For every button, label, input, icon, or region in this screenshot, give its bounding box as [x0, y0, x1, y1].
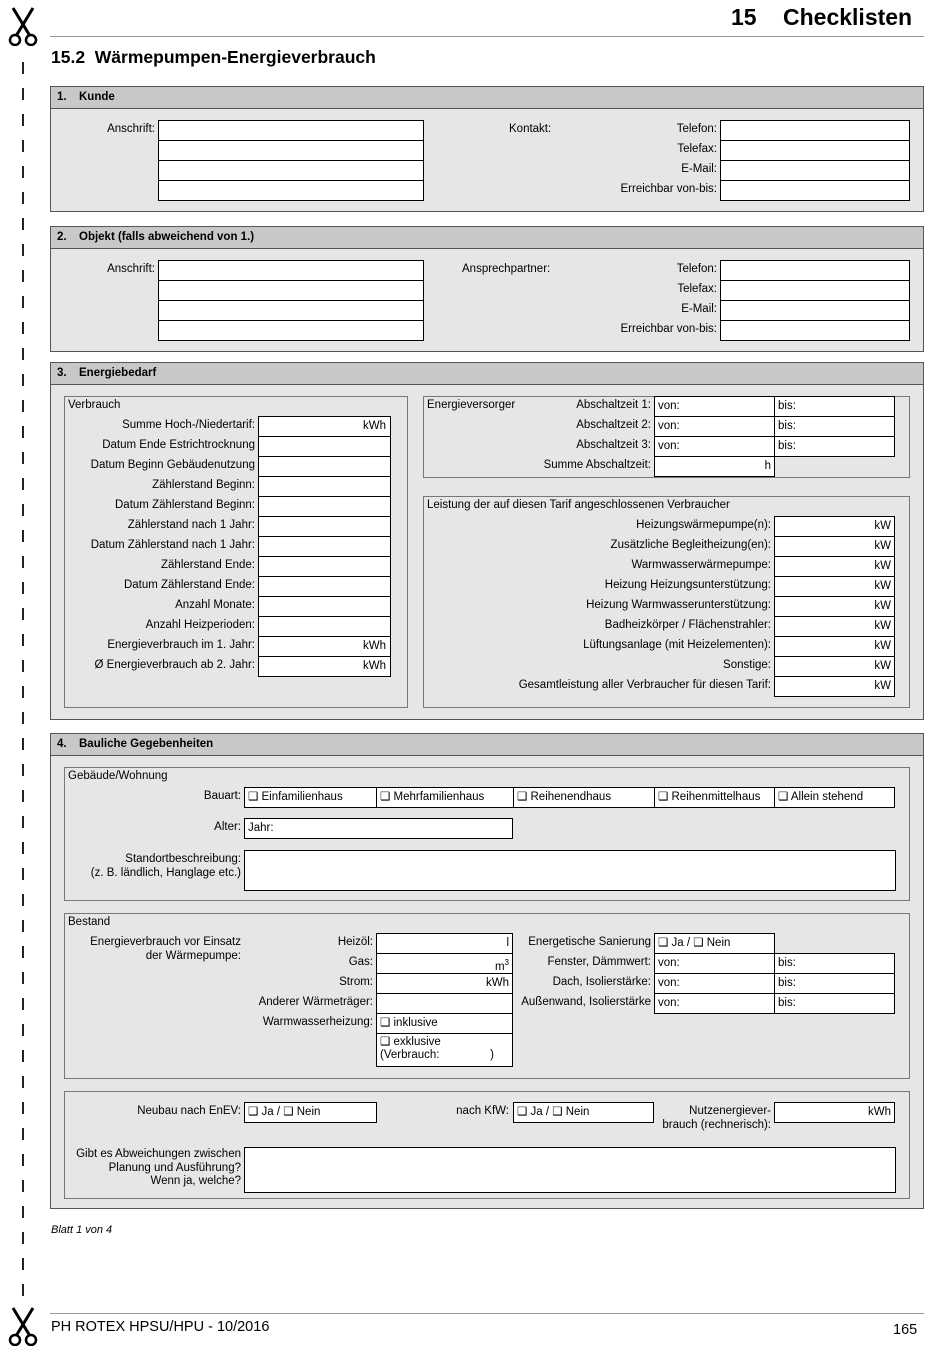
- cut-line-dash: [22, 946, 24, 958]
- verbrauch-label: Zählerstand Ende:: [161, 559, 255, 571]
- verbrauch-label: Zählerstand nach 1 Jahr:: [127, 519, 255, 531]
- abschaltzeit-label: Abschaltzeit 3:: [576, 439, 651, 451]
- verbrauch-label: Datum Zählerstand nach 1 Jahr:: [90, 539, 255, 551]
- leistung-unit: kW: [874, 580, 891, 592]
- neubau-enev-label: Neubau nach EnEV:: [137, 1105, 241, 1117]
- cut-line-dash: [22, 296, 24, 308]
- gas-label: Gas:: [348, 956, 373, 968]
- cut-line-dash: [22, 920, 24, 932]
- abschaltzeit-label: Abschaltzeit 2:: [576, 419, 651, 431]
- leistung-unit: kW: [874, 620, 891, 632]
- objekt-anschrift-field-2[interactable]: [158, 280, 424, 301]
- cut-line-dash: [22, 1102, 24, 1114]
- verbrauch-label: Ø Energieverbrauch ab 2. Jahr:: [94, 659, 255, 671]
- objekt-anschrift-field-1[interactable]: [158, 260, 424, 281]
- fenster-label: Fenster, Dämmwert:: [547, 956, 651, 968]
- verbrauch-label: Datum Zählerstand Ende:: [123, 579, 255, 591]
- chapter-title: Checklisten: [783, 4, 913, 30]
- verbrauch-field[interactable]: [258, 536, 391, 557]
- objekt-telefax-label: Telefax:: [677, 283, 717, 295]
- abschaltzeit-bis-field[interactable]: bis:: [774, 436, 895, 457]
- verbrauch-field[interactable]: [258, 596, 391, 617]
- cut-line-dash: [22, 556, 24, 568]
- leistung-unit: kW: [874, 540, 891, 552]
- verbrauch-field[interactable]: [258, 456, 391, 477]
- leistung-label: Warmwasserwärmepumpe:: [631, 559, 771, 571]
- scissors-top-icon: [8, 6, 38, 46]
- kfw-checkbox[interactable]: ❑ Ja / ❑ Nein: [513, 1102, 654, 1123]
- objekt-anschrift-field-3[interactable]: [158, 300, 424, 321]
- objekt-erreichbar-label: Erreichbar von-bis:: [620, 323, 717, 335]
- abschaltzeit-bis-field[interactable]: bis:: [774, 416, 895, 437]
- leistung-field[interactable]: [774, 576, 895, 597]
- verbrauch-label: Anzahl Monate:: [175, 599, 255, 611]
- leistung-field[interactable]: [774, 516, 895, 537]
- chapter-number: 15: [731, 4, 757, 30]
- cut-line-dash: [22, 738, 24, 750]
- bestand-title: Bestand: [68, 916, 111, 928]
- cut-line-dash: [22, 1180, 24, 1192]
- section-energiebedarf-header: 3. Energiebedarf: [51, 363, 923, 385]
- kunde-anschrift-field-2[interactable]: [158, 140, 424, 161]
- leistung-label: Badheizkörper / Flächenstrahler:: [604, 619, 771, 631]
- sanierung-bis-field[interactable]: bis:: [774, 993, 895, 1014]
- kunde-telefax-label: Telefax:: [677, 143, 717, 155]
- cut-line-dash: [22, 1154, 24, 1166]
- cut-line-dash: [22, 816, 24, 828]
- verbrauch-field[interactable]: [258, 656, 391, 677]
- cut-line-dash: [22, 712, 24, 724]
- dach-label: Dach, Isolierstärke:: [552, 976, 651, 988]
- cut-line-dash: [22, 582, 24, 594]
- verbrauch-field[interactable]: [258, 416, 391, 437]
- verbrauch-label: Anzahl Heizperioden:: [145, 619, 255, 631]
- leistung-field[interactable]: [774, 676, 895, 697]
- cut-line-dash: [22, 478, 24, 490]
- objekt-email-label: E-Mail:: [681, 303, 717, 315]
- verbrauch-title: Verbrauch: [68, 399, 121, 411]
- kunde-anschrift-field-3[interactable]: [158, 160, 424, 181]
- sanierung-von-field[interactable]: von:: [654, 973, 775, 994]
- kunde-erreichbar-label: Erreichbar von-bis:: [620, 183, 717, 195]
- energieversorger-title: Energieversorger: [427, 399, 516, 411]
- sanierung-von-field[interactable]: von:: [654, 993, 775, 1014]
- objekt-email-field[interactable]: [720, 300, 910, 321]
- verbrauch-field[interactable]: [258, 636, 391, 657]
- cut-line-dash: [22, 400, 24, 412]
- verbrauch-field[interactable]: [258, 476, 391, 497]
- leistung-label: Sonstige:: [723, 659, 771, 671]
- abweichungen-field[interactable]: [244, 1147, 896, 1193]
- kunde-kontakt-label: Kontakt:: [509, 123, 552, 135]
- ww-exklusive-checkbox[interactable]: ❑ exklusive (Verbrauch: ): [376, 1033, 513, 1067]
- heizoel-field[interactable]: l: [376, 933, 513, 954]
- leistung-field[interactable]: [774, 556, 895, 577]
- leistung-field[interactable]: [774, 536, 895, 557]
- verbrauch-field[interactable]: [258, 496, 391, 517]
- cut-line-dash: [22, 140, 24, 152]
- cut-line-dash: [22, 686, 24, 698]
- cut-line-dash: [22, 1128, 24, 1140]
- cut-line-dash: [22, 244, 24, 256]
- leistung-label: Zusätzliche Begleitheizung(en):: [610, 539, 771, 551]
- heizoel-label: Heizöl:: [337, 936, 373, 948]
- cut-line-dash: [22, 504, 24, 516]
- anderer-waermetraeger-field[interactable]: [376, 993, 513, 1014]
- cut-line-dash: [22, 348, 24, 360]
- alter-label: Alter:: [214, 821, 241, 833]
- cut-line-dash: [22, 322, 24, 334]
- sanierung-bis-field[interactable]: bis:: [774, 953, 895, 974]
- gas-field[interactable]: $m^3$: [376, 953, 513, 974]
- abschaltzeit-von-field[interactable]: von:: [654, 416, 775, 437]
- kunde-anschrift-field-4[interactable]: [158, 180, 424, 201]
- cut-line-dash: [22, 426, 24, 438]
- objekt-anschrift-label: Anschrift:: [107, 263, 155, 275]
- abweichungen-label: Gibt es Abweichungen zwischen Planung und Ausführung? Wenn ja, welche?: [76, 1148, 241, 1187]
- verbrauch-unit: kWh: [363, 660, 386, 672]
- sanierung-checkbox[interactable]: ❑ Ja / ❑ Nein: [654, 933, 775, 954]
- footer-document: PH ROTEX HPSU/HPU - 10/2016: [51, 1319, 270, 1335]
- objekt-telefon-label: Telefon:: [676, 263, 717, 275]
- cut-line-dash: [22, 868, 24, 880]
- cut-line-dash: [22, 530, 24, 542]
- leistung-unit: kW: [874, 680, 891, 692]
- kunde-telefon-field[interactable]: [720, 120, 910, 141]
- verbrauch-field[interactable]: [258, 576, 391, 597]
- leistung-unit: kW: [874, 600, 891, 612]
- objekt-ansprechpartner-label: Ansprechpartner:: [462, 263, 551, 275]
- cut-line-dash: [22, 608, 24, 620]
- cut-line-dash: [22, 1258, 24, 1270]
- leistung-field[interactable]: [774, 616, 895, 637]
- cut-line-dash: [22, 270, 24, 282]
- cut-line-dash: [22, 790, 24, 802]
- standort-field[interactable]: [244, 850, 896, 891]
- leistung-field[interactable]: [774, 636, 895, 657]
- abschaltzeit-von-field[interactable]: von:: [654, 436, 775, 457]
- leistung-label: Heizung Warmwasserunterstützung:: [586, 599, 771, 611]
- objekt-telefon-field[interactable]: [720, 260, 910, 281]
- cut-line-dash: [22, 1076, 24, 1088]
- verbrauch-field[interactable]: [258, 516, 391, 537]
- leistung-unit: kW: [874, 560, 891, 572]
- bauart-label: Bauart:: [203, 790, 241, 802]
- leistung-label: Heizungswärmepumpe(n):: [636, 519, 771, 531]
- blatt-label: Blatt 1 von 4: [51, 1224, 113, 1236]
- abschaltzeit-bis-field[interactable]: bis:: [774, 396, 895, 417]
- energieverbrauch-vor-label: Energieverbrauch vor Einsatz der Wärmepumpe:: [90, 936, 241, 962]
- cut-line-dash: [22, 634, 24, 646]
- bauart-option-checkbox[interactable]: ❑ Einfamilienhaus: [244, 787, 377, 808]
- cut-line-dash: [22, 114, 24, 126]
- strom-field[interactable]: kWh: [376, 973, 513, 994]
- warmwasserheizung-label: Warmwasserheizung:: [262, 1016, 373, 1028]
- cut-line-dash: [22, 1206, 24, 1218]
- verbrauch-unit: kWh: [363, 420, 386, 432]
- nutzenergieverbrauch-label: Nutzenergiever- brauch (rechnerisch):: [662, 1105, 771, 1131]
- cut-line-dash: [22, 1050, 24, 1062]
- sanierung-label: Energetische Sanierung: [528, 936, 651, 948]
- leistung-title: Leistung der auf diesen Tarif angeschlossenen Verbraucher: [427, 499, 730, 511]
- verbrauch-label: Zählerstand Beginn:: [152, 479, 255, 491]
- aussenwand-label: Außenwand, Isolierstärke: [521, 996, 651, 1008]
- leistung-field[interactable]: [774, 656, 895, 677]
- section-bauliche-header: 4. Bauliche Gegebenheiten: [51, 734, 923, 756]
- cut-line-dash: [22, 1024, 24, 1036]
- leistung-label: Heizung Heizungsunterstützung:: [604, 579, 771, 591]
- bauart-option-checkbox[interactable]: ❑ Mehrfamilienhaus: [376, 787, 514, 808]
- verbrauch-label: Datum Zählerstand Beginn:: [115, 499, 255, 511]
- cut-line-dash: [22, 166, 24, 178]
- cut-line-dash: [22, 1284, 24, 1296]
- objekt-telefax-field[interactable]: [720, 280, 910, 301]
- standort-label: Standortbeschreibung: (z. B. ländlich, Hanglage etc.): [90, 853, 241, 879]
- leistung-label: Gesamtleistung aller Verbraucher für diesen Tarif:: [518, 679, 771, 691]
- leistung-unit: kW: [874, 660, 891, 672]
- cut-line-dash: [22, 764, 24, 776]
- leistung-unit: kW: [874, 520, 891, 532]
- cut-line-dash: [22, 218, 24, 230]
- verbrauch-label: Datum Ende Estrichtrocknung: [102, 439, 255, 451]
- objekt-erreichbar-field[interactable]: [720, 320, 910, 341]
- cut-line-dash: [22, 192, 24, 204]
- cut-line-dash: [22, 998, 24, 1010]
- cut-line-dash: [22, 894, 24, 906]
- strom-label: Strom:: [339, 976, 373, 988]
- scissors-bottom-icon: [8, 1306, 38, 1346]
- summe-abschaltzeit-field[interactable]: h: [654, 456, 775, 477]
- section-title: 15.2 Wärmepumpen-Energieverbrauch: [51, 47, 376, 67]
- cut-line-dash: [22, 374, 24, 386]
- leistung-label: Lüftungsanlage (mit Heizelementen):: [583, 639, 771, 651]
- cut-line-dash: [22, 972, 24, 984]
- verbrauch-field[interactable]: [258, 556, 391, 577]
- verbrauch-field[interactable]: [258, 436, 391, 457]
- nutzenergieverbrauch-field[interactable]: kWh: [774, 1102, 895, 1123]
- anderer-waermetraeger-label: Anderer Wärmeträger:: [258, 996, 373, 1008]
- kfw-label: nach KfW:: [456, 1105, 509, 1117]
- cut-line-dash: [22, 1232, 24, 1244]
- neubau-enev-checkbox[interactable]: ❑ Ja / ❑ Nein: [244, 1102, 377, 1123]
- cut-line-dash: [22, 660, 24, 672]
- kunde-telefon-label: Telefon:: [676, 123, 717, 135]
- footer-rule: [50, 1313, 924, 1314]
- kunde-email-field[interactable]: [720, 160, 910, 181]
- gebaeude-title: Gebäude/Wohnung: [68, 770, 168, 782]
- kunde-email-label: E-Mail:: [681, 163, 717, 175]
- bauart-option-checkbox[interactable]: ❑ Reihenendhaus: [513, 787, 655, 808]
- verbrauch-label: Summe Hoch-/Niedertarif:: [122, 419, 255, 431]
- kunde-anschrift-label: Anschrift:: [107, 123, 155, 135]
- abschaltzeit-label: Abschaltzeit 1:: [576, 399, 651, 411]
- page-number: 165: [893, 1322, 918, 1338]
- objekt-anschrift-field-4[interactable]: [158, 320, 424, 341]
- sanierung-bis-field[interactable]: bis:: [774, 973, 895, 994]
- kunde-anschrift-field-1[interactable]: [158, 120, 424, 141]
- verbrauch-field[interactable]: [258, 616, 391, 637]
- verbrauch-label: Energieverbrauch im 1. Jahr:: [107, 639, 255, 651]
- bauart-option-checkbox[interactable]: ❑ Reihenmittelhaus: [654, 787, 775, 808]
- section-objekt-header: 2. Objekt (falls abweichend von 1.): [51, 227, 923, 249]
- section-kunde-header: 1. Kunde: [51, 87, 923, 109]
- alter-field[interactable]: Jahr:: [244, 818, 513, 839]
- bauart-option-checkbox[interactable]: ❑ Allein stehend: [774, 787, 895, 808]
- cut-line-dash: [22, 88, 24, 100]
- ww-inklusive-checkbox[interactable]: ❑ inklusive: [376, 1013, 513, 1034]
- header-rule: [50, 36, 924, 37]
- leistung-unit: kW: [874, 640, 891, 652]
- abschaltzeit-von-field[interactable]: von:: [654, 396, 775, 417]
- verbrauch-label: Datum Beginn Gebäudenutzung: [90, 459, 255, 471]
- kunde-telefax-field[interactable]: [720, 140, 910, 161]
- cut-line-dash: [22, 452, 24, 464]
- sanierung-von-field[interactable]: von:: [654, 953, 775, 974]
- leistung-field[interactable]: [774, 596, 895, 617]
- cut-line-dash: [22, 842, 24, 854]
- verbrauch-unit: kWh: [363, 640, 386, 652]
- cut-line-dash: [22, 62, 24, 74]
- summe-abschaltzeit-label: Summe Abschaltzeit:: [543, 459, 651, 471]
- kunde-erreichbar-field[interactable]: [720, 180, 910, 201]
